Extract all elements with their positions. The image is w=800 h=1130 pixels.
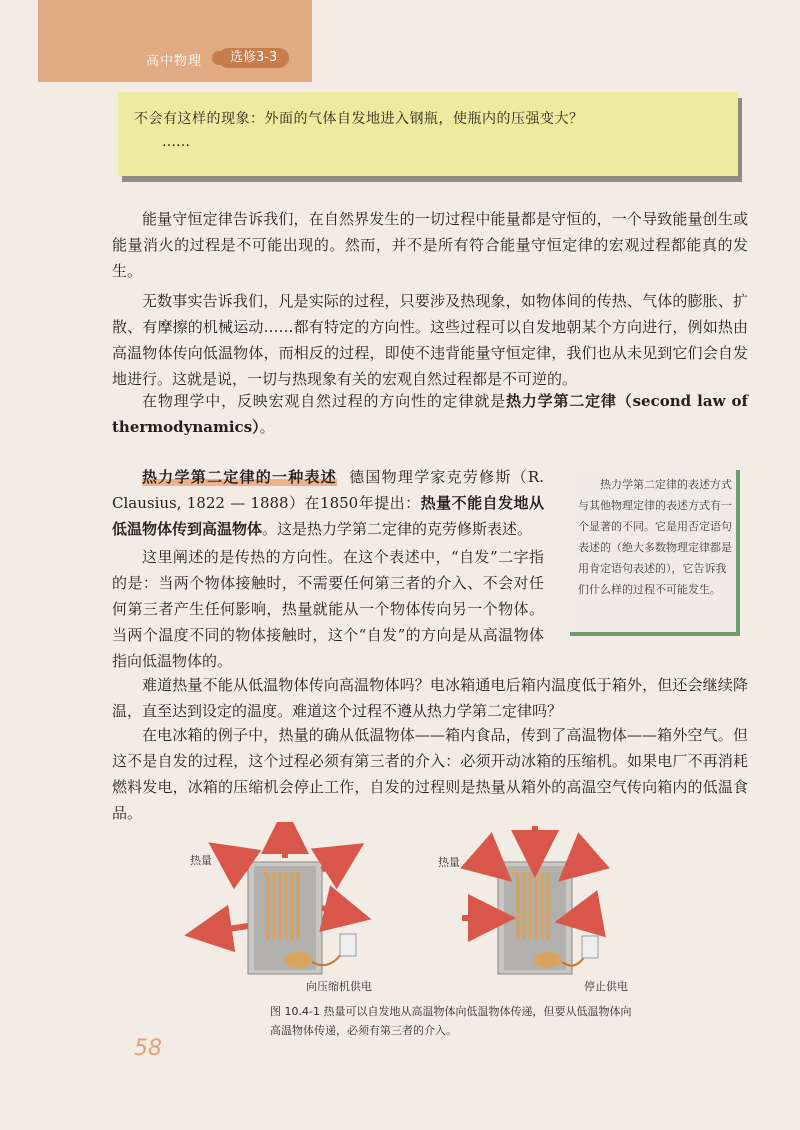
margin-note-text: 热力学第二定律的表述方式与其他物理定律的表述方式有一个显著的不同。它是用否定语句表述的（绝大多数物理定律都是用肯定语句表述的），它告诉我们什么样的过程不可能发生。: [578, 478, 732, 596]
volume-badge: 选修3-3: [218, 48, 289, 68]
right-power-label: 停止供电: [584, 980, 628, 993]
paragraph-refrigerator-answer: 在电冰箱的例子中，热量的确从低温物体——箱内食品，传到了高温物体——箱外空气。但这不是自发的过程，这个过程必须有第三者的介入：必须开动冰箱的压缩机。如果电厂不再消耗燃料发电，冰箱的压缩机会停止工作，自发的过程则是热量从箱外的高温空气传向箱内的低温食品。: [112, 726, 748, 822]
question-note: [118, 92, 738, 176]
refrigerator-illustration: [180, 822, 640, 994]
right-heat-label: 热量: [438, 856, 460, 869]
header-band: [38, 0, 312, 82]
p4-pre: 德国物理学家克劳修斯（R. Clausius, 1822 — 1888）在1850年提出：: [112, 468, 544, 512]
figure-caption: 图 10.4-1 热量可以自发地从高温物体向低温物体传递，但要从低温物体向高温物体传递，必须有第三者的介入。: [270, 1005, 632, 1037]
paragraph-refrigerator-question: 难道热量不能从低温物体传向高温物体吗？电冰箱通电后箱内温度低于箱外，但还会继续降温，直至达到设定的温度。难道这个过程不遵从热力学第二定律吗？: [112, 676, 748, 720]
margin-note: [570, 470, 740, 636]
book-title: 高中物理: [146, 54, 203, 69]
paragraph-energy-conservation: 能量守恒定律告诉我们，在自然界发生的一切过程中能量都是守恒的，一个导致能量创生或能量消火的过程是不可能出现的。然而，并不是所有符合能量守恒定律的宏观过程都能真的发生。: [112, 210, 748, 280]
refrigerator-figure: [180, 822, 640, 994]
second-law-term: 热力学第二定律（second law of thermodynamics）: [112, 392, 748, 436]
paragraph-irreversibility: 无数事实告诉我们，凡是实际的过程，只要涉及热现象，如物体间的传热、气体的膨胀、扩散、有摩擦的机械运动……都有特定的方向性。这些过程可以自发地朝某个方向进行，例如热由高温物体传向低温物体，而相反的过程，即使不违背能量守恒定律，我们也从未见到它们会自发地进行。这就是说，一切与热现象有关的宏观自然过程都是不可逆的。: [112, 292, 748, 388]
left-heat-label: 热量: [190, 854, 212, 867]
paragraph-spontaneous: 这里阐述的是传热的方向性。在这个表述中，“自发”二字指的是：当两个物体接触时，不需要任何第三者的介入、不会对任何第三者产生任何影响，热量就能从一个物体传向另一个物体。当两个温度不同的物体接触时，这个“自发”的方向是从高温物体指向低温物体的。: [112, 548, 544, 670]
left-power-label: 向压缩机供电: [306, 980, 372, 993]
p3-post: 。: [259, 418, 275, 436]
page-number: 58: [134, 1036, 162, 1061]
clausius-statement: 热量不能自发地从低温物体传到高温物体: [112, 494, 544, 538]
section-heading: 热力学第二定律的一种表述: [142, 468, 338, 486]
paragraph-clausius: [112, 464, 544, 542]
left-fridge: [248, 862, 356, 974]
paragraph-second-law: [112, 388, 748, 440]
note-ellipsis: ……: [162, 134, 190, 150]
p3-pre: 在物理学中，反映宏观自然过程的方向性的定律就是: [142, 392, 506, 410]
note-question: 不会有这样的现象：外面的气体自发地进入钢瓶，使瓶内的压强变大？: [134, 111, 584, 127]
p4-post: 。这是热力学第二定律的克劳修斯表述。: [262, 520, 533, 538]
